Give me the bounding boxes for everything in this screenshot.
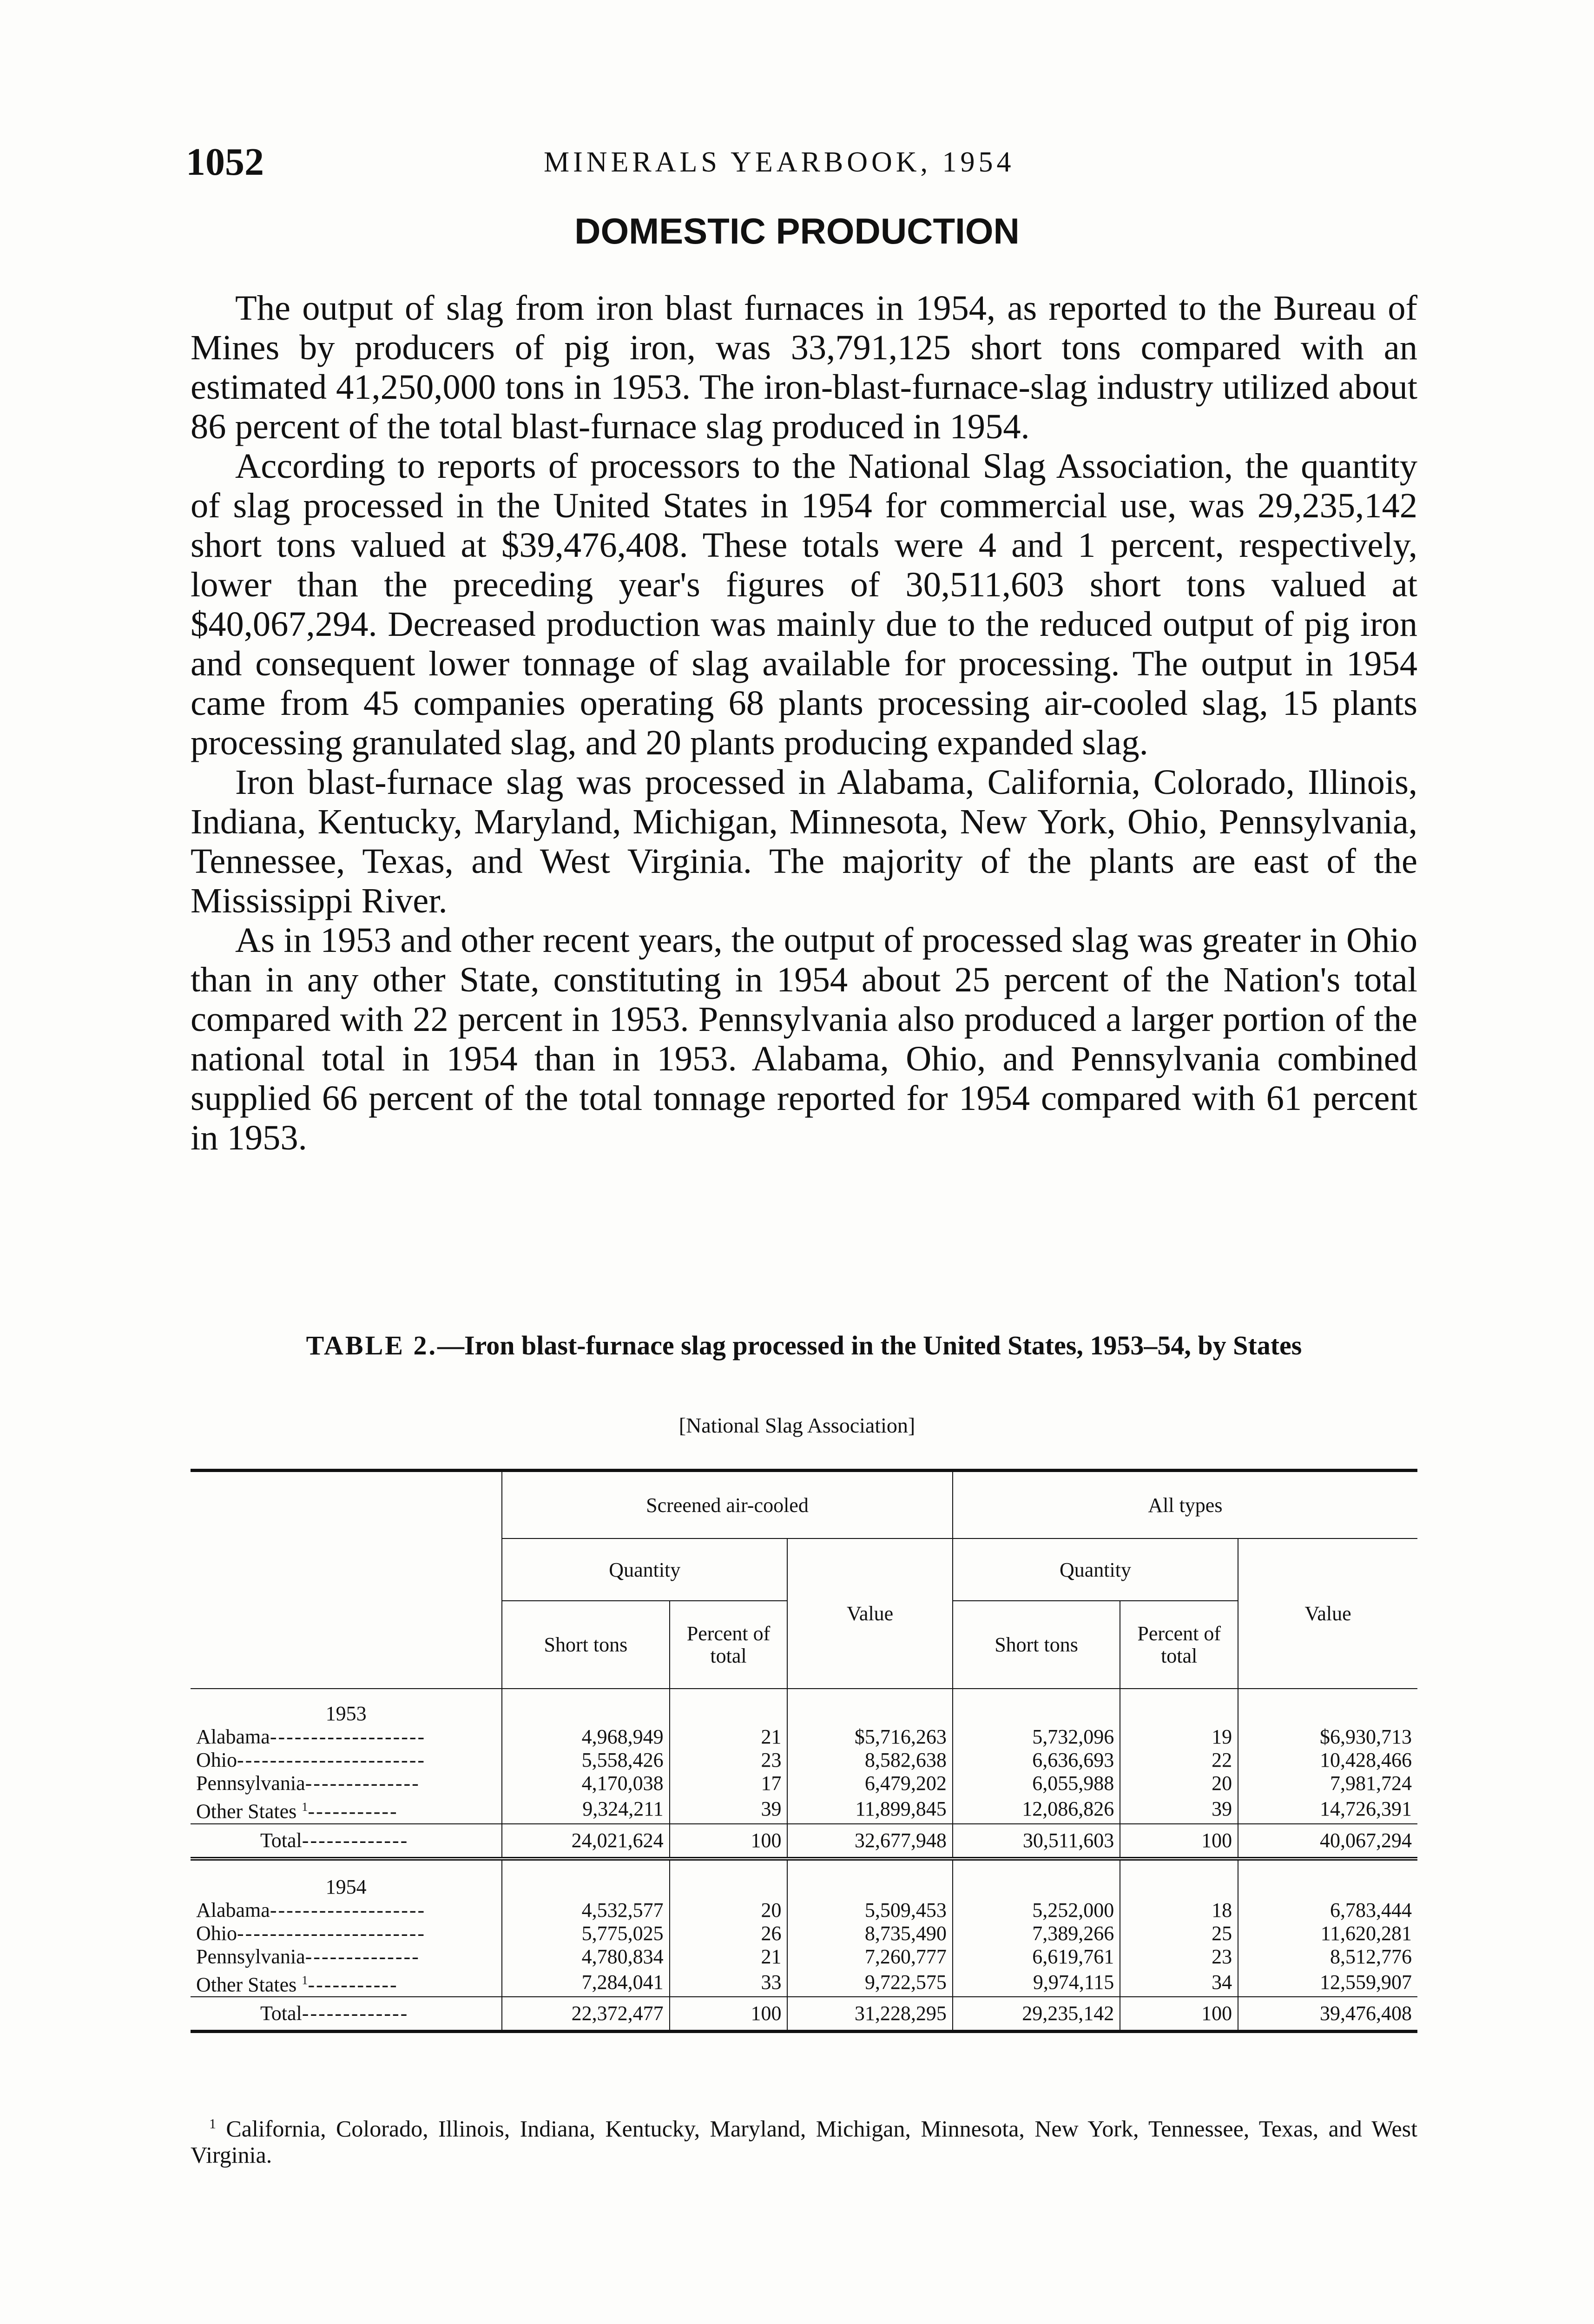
quantity-header: Quantity xyxy=(953,1538,1238,1601)
state-label: Alabama------------------- xyxy=(196,1725,426,1748)
value-header: Value xyxy=(787,1538,952,1689)
state-label: Ohio----------------------- xyxy=(196,1749,426,1771)
section-title: DOMESTIC PRODUCTION xyxy=(574,211,1020,251)
total-label: Total------------- xyxy=(191,1997,502,2032)
table-row xyxy=(191,1772,1417,1795)
cell: 39 xyxy=(670,1795,788,1824)
cell: 8,512,776 xyxy=(1238,1945,1417,1968)
cell: 9,324,211 xyxy=(502,1795,669,1824)
paragraph: The output of slag from iron blast furnaces in 1954, as reported to the Bureau of Mines by producers of pig iron, was 33,791,125 short tons compared with an estimated 41,250,000 tons in 1953. The iron-blast-furnace-slag industry utilized about 86 percent of the total blast-furnace slag produced in 1954. xyxy=(191,288,1417,446)
cell: 6,619,761 xyxy=(953,1945,1120,1968)
year-row xyxy=(191,1862,1417,1899)
percent-of-total-header: Percent of total xyxy=(1120,1601,1238,1689)
year-row xyxy=(191,1689,1417,1725)
paragraph: Iron blast-furnace slag was processed in Alabama, California, Colorado, Illinois, Indiana, Kentucky, Maryland, Michigan, Minnesota, New York, Ohio, Pennsylvania, Tennessee, Texas, and West Virginia. The majority of the plants are east of the Mississippi River. xyxy=(191,762,1417,920)
cell: 9,722,575 xyxy=(787,1968,952,1997)
percent-of-total-header: Percent of total xyxy=(670,1601,788,1689)
stub-header xyxy=(191,1471,502,1689)
cell: 4,170,038 xyxy=(502,1772,669,1795)
table-row xyxy=(191,1725,1417,1749)
cell: 21 xyxy=(670,1945,788,1968)
cell: 12,086,826 xyxy=(953,1795,1120,1824)
cell: 34 xyxy=(1120,1968,1238,1997)
table-label: TABLE 2. xyxy=(306,1330,437,1360)
cell: 25 xyxy=(1120,1922,1238,1945)
state-label: Pennsylvania-------------- xyxy=(196,1945,420,1968)
paragraph: According to reports of processors to the National Slag Association, the quantity of slag processed in the United States in 1954 for commercial use, was 29,235,142 short tons valued at $39,476,408. These totals were 4 and 1 percent, respectively, lower than the preceding year's figures of 30,511,603 short tons valued at $40,067,294. Decreased production was mainly due to the reduced output of pig iron and consequent lower tonnage of slag available for processing. The output in 1954 came from 45 companies operating 68 plants processing air-cooled slag, 15 plants processing granulated slag, and 20 plants producing expanded slag. xyxy=(191,446,1417,762)
cell: 14,726,391 xyxy=(1238,1795,1417,1824)
cell: 10,428,466 xyxy=(1238,1749,1417,1772)
cell: 5,558,426 xyxy=(502,1749,669,1772)
short-tons-header: Short tons xyxy=(502,1601,669,1689)
table-caption: —Iron blast-furnace slag processed in the United States, 1953–54, by States xyxy=(437,1330,1302,1360)
page-header xyxy=(186,139,1413,195)
cell: 39,476,408 xyxy=(1238,1997,1417,2032)
footnote-text: California, Colorado, Illinois, Indiana, Kentucky, Maryland, Michigan, Minnesota, New York, Tennessee, Texas, and West Virginia. xyxy=(191,2115,1418,2168)
cell: 7,981,724 xyxy=(1238,1772,1417,1795)
value-header: Value xyxy=(1238,1538,1417,1689)
total-label: Total------------- xyxy=(191,1824,502,1859)
cell: 8,582,638 xyxy=(787,1749,952,1772)
state-label: Alabama------------------- xyxy=(196,1898,426,1921)
cell: 24,021,624 xyxy=(502,1824,669,1859)
cell: 5,509,453 xyxy=(787,1899,952,1922)
cell: 11,899,845 xyxy=(787,1795,952,1824)
quantity-header: Quantity xyxy=(502,1538,787,1601)
cell: 17 xyxy=(670,1772,788,1795)
cell: 7,284,041 xyxy=(502,1968,669,1997)
table-footnote xyxy=(191,2111,1417,2168)
cell: $6,930,713 xyxy=(1238,1725,1417,1749)
cell: 5,775,025 xyxy=(502,1922,669,1945)
cell: 39 xyxy=(1120,1795,1238,1824)
cell: 22,372,477 xyxy=(502,1997,669,2032)
cell: 31,228,295 xyxy=(787,1997,952,2032)
table-row xyxy=(191,1795,1417,1824)
table-row xyxy=(191,1945,1417,1968)
cell: 100 xyxy=(670,1824,788,1859)
cell: 20 xyxy=(1120,1772,1238,1795)
screened-air-cooled-header: Screened air-cooled xyxy=(502,1471,953,1539)
cell: 6,479,202 xyxy=(787,1772,952,1795)
cell: 9,974,115 xyxy=(953,1968,1120,1997)
cell: 18 xyxy=(1120,1899,1238,1922)
cell: 5,252,000 xyxy=(953,1899,1120,1922)
page-number: 1052 xyxy=(186,140,264,184)
cell: 100 xyxy=(1120,1824,1238,1859)
cell: 5,732,096 xyxy=(953,1725,1120,1749)
body-text xyxy=(191,288,1417,1157)
table-source: [National Slag Association] xyxy=(678,1413,916,1437)
paragraph: As in 1953 and other recent years, the output of processed slag was greater in Ohio than in any other State, constituting in 1954 about 25 percent of the Nation's total compared with 22 percent in 1953. Pennsylvania also produced a larger portion of the national total in 1954 than in 1953. Alabama, Ohio, and Pennsylvania combined supplied 66 percent of the total tonnage reported for 1954 compared with 61 percent in 1953. xyxy=(191,920,1417,1157)
cell: 4,968,949 xyxy=(502,1725,669,1749)
cell: 19 xyxy=(1120,1725,1238,1749)
year-label: 1954 xyxy=(325,1875,367,1898)
table-row xyxy=(191,1968,1417,1997)
table-row xyxy=(191,1899,1417,1922)
cell: 29,235,142 xyxy=(953,1997,1120,2032)
bottom-rule xyxy=(191,2032,1417,2034)
state-label: Ohio----------------------- xyxy=(196,1921,426,1945)
short-tons-header: Short tons xyxy=(953,1601,1120,1689)
cell: 4,780,834 xyxy=(502,1945,669,1968)
cell: 30,511,603 xyxy=(953,1824,1120,1859)
total-row xyxy=(191,1824,1417,1859)
cell: 4,532,577 xyxy=(502,1899,669,1922)
double-rule xyxy=(191,1859,1417,1862)
cell: 7,389,266 xyxy=(953,1922,1120,1945)
cell: 22 xyxy=(1120,1749,1238,1772)
data-table-container xyxy=(191,1469,1417,2033)
cell: 23 xyxy=(1120,1945,1238,1968)
cell: 6,055,988 xyxy=(953,1772,1120,1795)
total-row xyxy=(191,1997,1417,2032)
cell: 21 xyxy=(670,1725,788,1749)
cell: 23 xyxy=(670,1749,788,1772)
cell: 26 xyxy=(670,1922,788,1945)
table-row xyxy=(191,1922,1417,1945)
cell: 100 xyxy=(670,1997,788,2032)
running-head: MINERALS YEARBOOK, 1954 xyxy=(544,146,1015,178)
cell: 12,559,907 xyxy=(1238,1968,1417,1997)
cell: 8,735,490 xyxy=(787,1922,952,1945)
cell: 100 xyxy=(1120,1997,1238,2032)
cell: 33 xyxy=(670,1968,788,1997)
cell: 32,677,948 xyxy=(787,1824,952,1859)
cell: 6,636,693 xyxy=(953,1749,1120,1772)
cell: 11,620,281 xyxy=(1238,1922,1417,1945)
state-label: Other States $^1$----------- xyxy=(196,1973,398,1996)
footnote-marker: 1 xyxy=(209,2116,216,2132)
all-types-header: All types xyxy=(953,1471,1417,1539)
cell: $5,716,263 xyxy=(787,1725,952,1749)
cell: 40,067,294 xyxy=(1238,1824,1417,1859)
cell: 6,783,444 xyxy=(1238,1899,1417,1922)
state-label: Other States $^1$----------- xyxy=(196,1800,398,1823)
table-title xyxy=(191,1330,1417,1361)
cell: 20 xyxy=(670,1899,788,1922)
cell: 7,260,777 xyxy=(787,1945,952,1968)
table-row xyxy=(191,1749,1417,1772)
state-label: Pennsylvania-------------- xyxy=(196,1772,420,1795)
year-label: 1953 xyxy=(325,1702,367,1725)
slag-table xyxy=(191,1469,1417,2033)
